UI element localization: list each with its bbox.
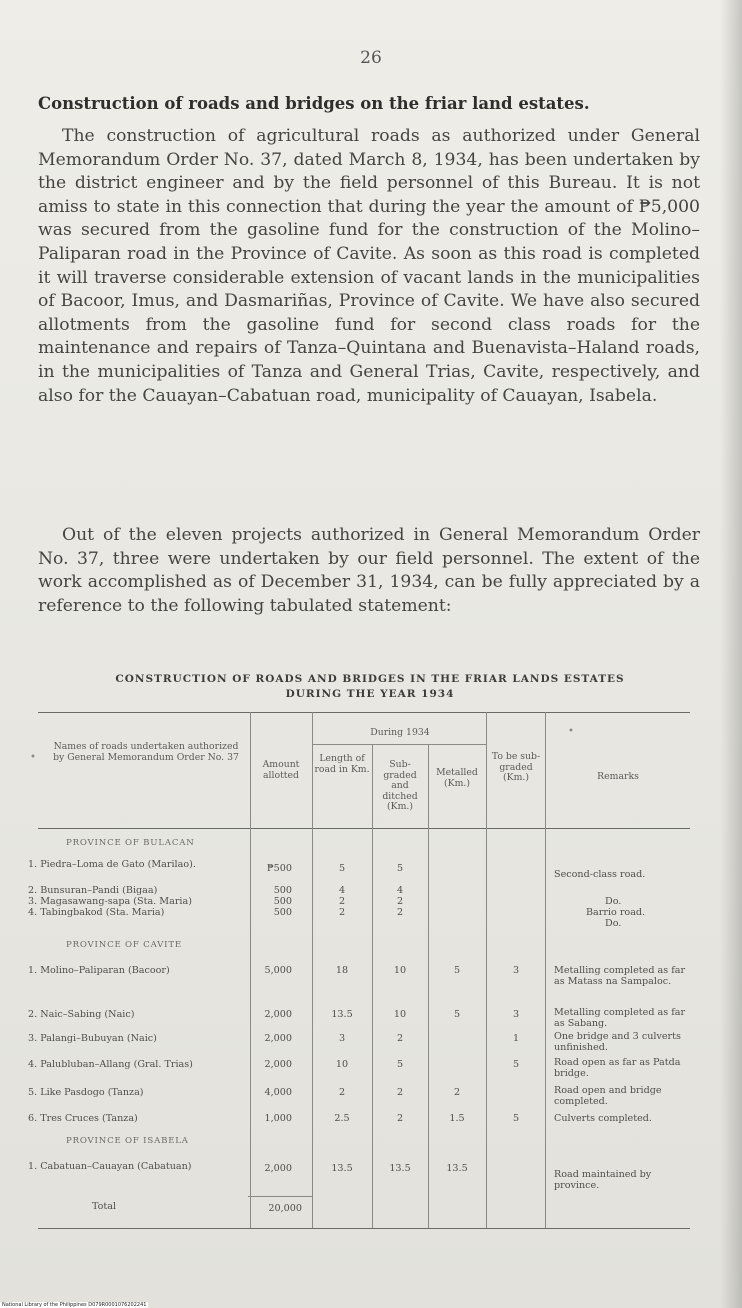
row-length: 18 [335,965,349,976]
row-met: 1.5 [449,1113,465,1124]
table-top-rule [38,712,690,713]
row-name: 4. Palubluban–Allang (Gral. Trias) [28,1059,193,1070]
province-bulacan: PROVINCE OF BULACAN [66,838,195,848]
row-met: 5 [453,965,461,976]
row-name: 3. Palangi–Bubuyan (Naic) [28,1033,157,1044]
row-length: 2 [338,896,346,907]
row-name: 1. Piedra–Loma de Gato (Marilao). [28,859,196,870]
row-tobe: 5 [512,1113,520,1124]
row-length: 4 [338,885,346,896]
row-remarks: Culverts completed. [554,1113,652,1124]
row-name: 2. Bunsuran–Pandi (Bigaa) [28,885,158,896]
footer-credit: National Library of the Philippines D079R0001076202241 [2,1302,147,1308]
row-sub: 5 [396,1059,404,1070]
header-length: Length of road in Km. [314,753,370,775]
row-sub: 4 [396,885,404,896]
row-remarks: Barrio road. [586,907,646,918]
row-length: 2 [338,907,346,918]
row-remarks: Second-class road. [554,869,646,880]
paragraph-1: The construction of agricultural roads as authorized under General Memorandum Order No. 37, dated March 8, 1934, has been undertaken by the district engineer and by the field personnel of this Bureau. It is not amiss to state in this connection that during the year the amount of ₱5,000 was secured from the gasoline fund for the construction of the Molino–Paliparan road in the Province of Cavite. As soon as this road is completed it will traverse considerable extension of vacant lands in the municipalities of Bacoor, Imus, and Dasmariñas, Province of Cavite. We have also secured allotments from the gasoline fund for second class roads for the maintenance and repairs of Tanza–Quintana and Buenavista–Haland roads, in the municipalities of Tanza and General Trias, Cavite, respectively, and also for the Cauayan–Cabatuan road, municipality of Cauayan, Isabela. [38,126,700,406]
col-rule-2 [312,712,313,1228]
row-amount: ₱500 [266,863,292,874]
row-remarks: Metalling completed as far as Sabang. [554,1007,686,1029]
section-heading: Construction of roads and bridges on the friar land estates. [38,94,590,113]
row-name: 1. Molino–Paliparan (Bacoor) [28,965,170,976]
province-isabela: PROVINCE OF ISABELA [66,1136,189,1146]
during-subrule [312,744,486,745]
col-rule-1 [250,712,251,1228]
row-remarks: Road open and bridge completed. [554,1085,662,1107]
row-name: 5. Like Pasdogo (Tanza) [28,1087,144,1098]
row-amount: 4,000 [264,1087,292,1098]
row-sub: 13.5 [389,1163,411,1174]
row-tobe: 3 [512,1009,520,1020]
col-rule-5 [486,712,487,1228]
row-sub: 2 [396,896,404,907]
row-sub: 2 [396,1033,404,1044]
total-amount: 20,000 [268,1203,302,1214]
col-rule-6 [545,712,546,1228]
col-rule-4 [428,744,429,1228]
row-amount: 500 [273,907,292,918]
row-met: 2 [453,1087,461,1098]
row-amount: 500 [273,885,292,896]
row-tobe: 1 [512,1033,520,1044]
row-sub: 10 [393,1009,407,1020]
row-remarks: Road open as far as Patda bridge. [554,1057,681,1079]
row-amount: 1,000 [264,1113,292,1124]
row-name: 2. Naic–Sabing (Naic) [28,1009,135,1020]
page-number: 26 [360,48,382,68]
row-name: 6. Tres Cruces (Tanza) [28,1113,138,1124]
row-length: 5 [338,863,346,874]
total-label: Total [92,1201,117,1212]
row-met: 13.5 [446,1163,468,1174]
row-amount: 2,000 [264,1163,292,1174]
row-length: 2.5 [334,1113,350,1124]
row-remarks: Road maintained by province. [554,1169,652,1191]
row-length: 13.5 [331,1163,353,1174]
margin-mark: • [30,752,36,763]
row-name: 1. Cabatuan–Cauayan (Cabatuan) [28,1161,192,1172]
province-cavite: PROVINCE OF CAVITE [66,940,182,950]
row-amount: 5,000 [264,965,292,976]
table-bottom-rule [38,1228,690,1229]
row-met: 5 [453,1009,461,1020]
row-length: 13.5 [331,1009,353,1020]
margin-mark: • [568,726,574,737]
row-name: 3. Magasawang-sapa (Sta. Maria) [28,896,192,907]
row-remarks: Do. [605,918,622,929]
header-tobe: To be sub-graded (Km.) [491,751,541,783]
row-remarks: Do. [605,896,622,907]
header-remarks: Remarks [597,771,639,782]
header-amount: Amount allotted [262,759,300,781]
row-length: 2 [338,1087,346,1098]
paragraph-2: Out of the eleven projects authorized in General Memorandum Order No. 37, three were undertaken by our field personnel. The extent of the work accomplished as of December 31, 1934, can be fully appreciated by a reference to the following tabulated statement: [38,525,700,616]
row-sub: 2 [396,1113,404,1124]
row-tobe: 5 [512,1059,520,1070]
header-metalled: Metalled (Km.) [436,767,478,789]
row-amount: 500 [273,896,292,907]
table-title-line1: CONSTRUCTION OF ROADS AND BRIDGES IN THE FRIAR LANDS ESTATES [115,673,625,685]
table-title-line2: DURING THE YEAR 1934 [285,688,455,700]
row-remarks: Metalling completed as far as Matass na Sampaloc. [554,965,686,987]
col-rule-3 [372,744,373,1228]
header-bottom-rule [38,828,690,829]
row-remarks: One bridge and 3 culverts unfinished. [554,1031,681,1053]
row-sub: 2 [396,1087,404,1098]
total-rule [248,1196,312,1197]
row-name: 4. Tabingbakod (Sta. Maria) [28,907,165,918]
row-sub: 5 [396,863,404,874]
row-length: 10 [335,1059,349,1070]
row-amount: 2,000 [264,1033,292,1044]
row-sub: 2 [396,907,404,918]
header-subgraded: Sub-graded and ditched (Km.) [382,759,418,812]
row-length: 3 [338,1033,346,1044]
header-name: Names of roads undertaken authorized by General Memorandum Order No. 37 [53,741,239,763]
row-amount: 2,000 [264,1009,292,1020]
row-tobe: 3 [512,965,520,976]
row-sub: 10 [393,965,407,976]
header-during: During 1934 [370,727,430,738]
row-amount: 2,000 [264,1059,292,1070]
